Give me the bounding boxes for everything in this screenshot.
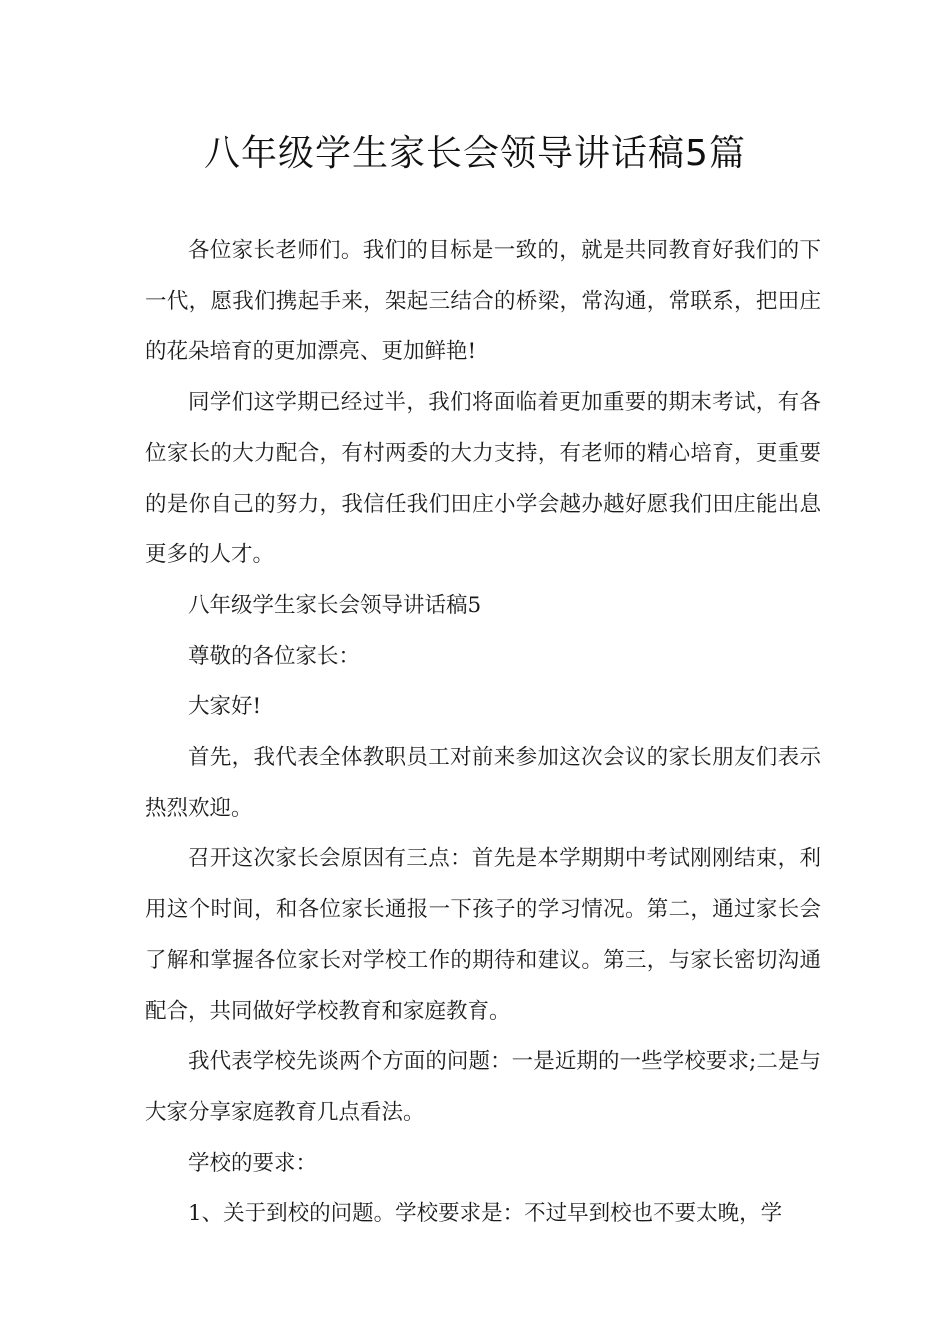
- paragraph-section-heading: 八年级学生家长会领导讲话稿5: [188, 592, 482, 618]
- document-title: 八年级学生家长会领导讲话稿5篇: [204, 133, 746, 174]
- paragraph-salutation: 尊敬的各位家长：: [188, 643, 361, 669]
- paragraph-arrival-time: 1、关于到校的问题。学校要求是：不过早到校也不要太晚，学: [188, 1201, 783, 1227]
- paragraph-meeting-reasons: 召开这次家长会原因有三点：首先是本学期期中考试刚刚结束，利用这个时间，和各位家长通报一下孩子的学习情况。第二，通过家长会了解和掌握各位家长对学校工作的期待和建议。第三，与家长密切沟通配合，共同做好学校教育和家庭教育。: [145, 846, 821, 1024]
- paragraph-greeting-teachers: 各位家长老师们。我们的目标是一致的，就是共同教育好我们的下一代，愿我们携起手来，架起三结合的桥梁，常沟通，常联系，把田庄的花朵培育的更加漂亮、更加鲜艳!: [145, 238, 821, 365]
- paragraph-welcome: 首先，我代表全体教职员工对前来参加这次会议的家长朋友们表示热烈欢迎。: [145, 745, 821, 821]
- document-body: [145, 226, 821, 1240]
- paragraph-two-topics: 我代表学校先谈两个方面的问题：一是近期的一些学校要求;二是与大家分享家庭教育几点看法。: [145, 1049, 821, 1125]
- paragraph-semester-half: 同学们这学期已经过半，我们将面临着更加重要的期末考试，有各位家长的大力配合，有村两委的大力支持，有老师的精心培育，更重要的是你自己的努力，我信任我们田庄小学会越办越好愿我们田庄能出息更多的人才。: [145, 390, 821, 568]
- paragraph-hello: 大家好!: [188, 694, 262, 720]
- paragraph-school-requirements: 学校的要求：: [188, 1150, 318, 1176]
